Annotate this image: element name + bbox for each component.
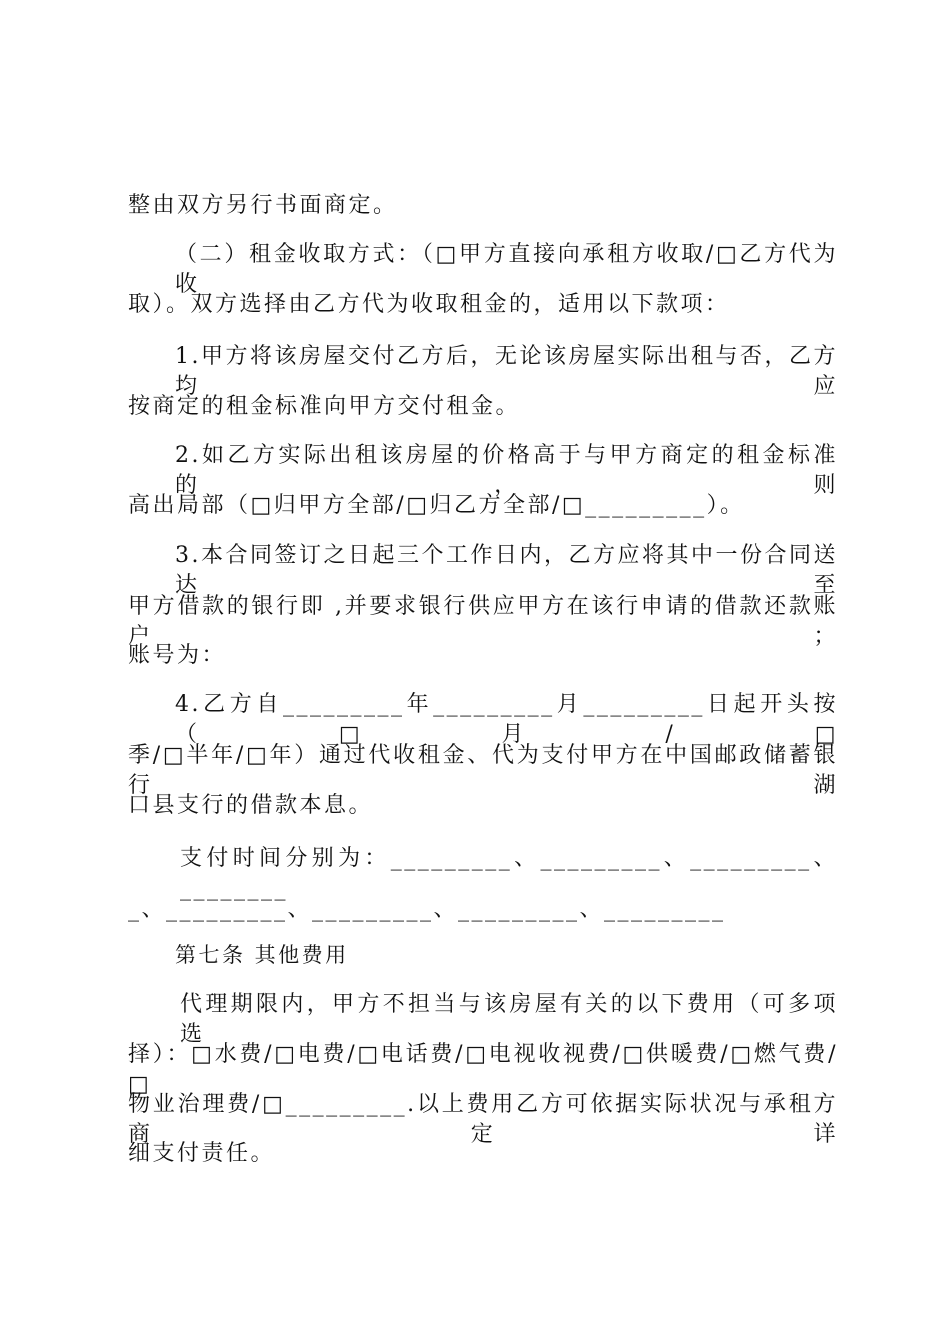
- text-line: （二）租金收取方式：（□甲方直接向承租方收取/□乙方代为收: [175, 242, 838, 297]
- text-line: 取）。双方选择由乙方代为收取租金的，适用以下款项：: [128, 292, 730, 317]
- text-line: _、_________、_________、_________、_________: [128, 897, 726, 922]
- text-line: 4.乙方自_________年_________月_________日起开头按（□月/□: [175, 692, 838, 747]
- text-line: 支付时间分别为：_________、_________、_________、________: [180, 846, 838, 901]
- text-line: 择）：□水费/□电费/□电话费/□电视收视费/□供暖费/□燃气费/□: [128, 1042, 838, 1097]
- text-line: 整由双方另行书面商定。: [128, 193, 398, 218]
- text-line: 物业治理费/□_________.以上费用乙方可依据实际状况与承租方商定详: [128, 1092, 838, 1147]
- text-line: 甲方借款的银行即 ,并要求银行供应甲方在该行申请的借款还款账户；: [128, 594, 838, 649]
- text-line: 1.甲方将该房屋交付乙方后，无论该房屋实际出租与否，乙方均应: [175, 344, 838, 399]
- text-line: 细支付责任。: [128, 1141, 276, 1166]
- text-line: 按商定的租金标准向甲方交付租金。: [128, 394, 521, 419]
- text-line: 高出局部（□归甲方全部/□归乙方全部/□_________）。: [128, 493, 745, 518]
- text-line: 2.如乙方实际出租该房屋的价格高于与甲方商定的租金标准的，则: [175, 443, 838, 498]
- text-line: 口县支行的借款本息。: [128, 793, 374, 818]
- text-line: 代理期限内，甲方不担当与该房屋有关的以下费用（可多项选: [180, 992, 838, 1047]
- text-line: 季/□半年/□年）通过代收租金、代为支付甲方在中国邮政储蓄银行湖: [128, 743, 838, 798]
- section-heading: 第七条 其他费用: [175, 943, 349, 967]
- text-line: 账号为：: [128, 643, 227, 668]
- text-line: 3.本合同签订之日起三个工作日内，乙方应将其中一份合同送达至: [175, 543, 838, 598]
